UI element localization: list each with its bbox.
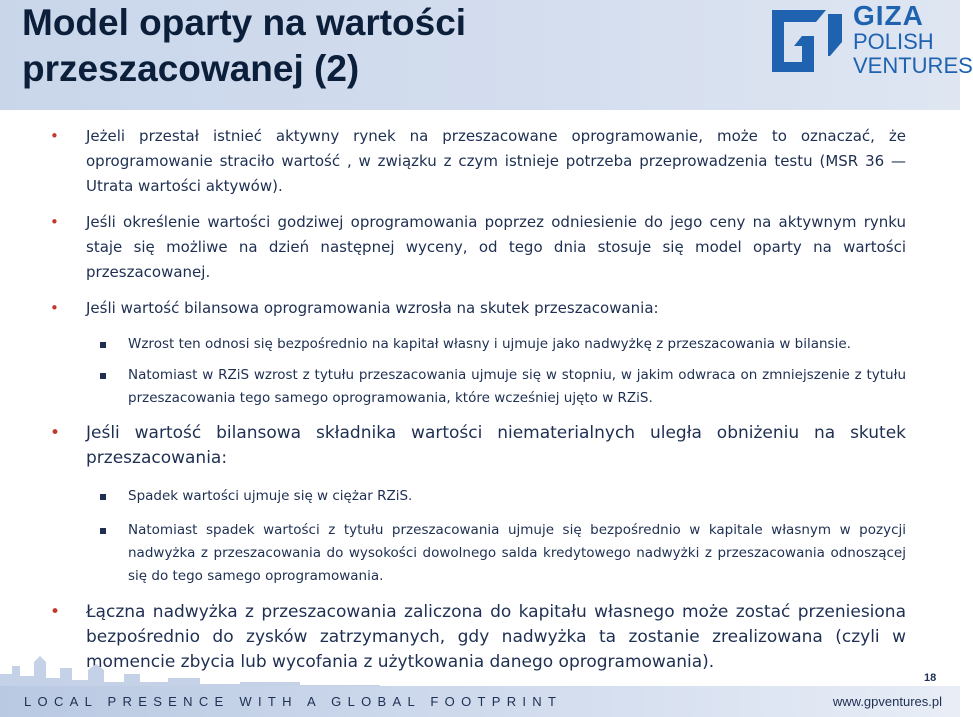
page-title-line2: przeszacowanej (2) [22, 48, 360, 89]
footer-url: www.gpventures.pl [832, 694, 942, 709]
giza-logo-mark-icon [768, 2, 848, 80]
sub-increase-equity: Wzrost ten odnosi się bezpośrednio na kapitał własny i ujmuje jako nadwyżkę z przeszacowania w bilansie. [48, 333, 906, 356]
sub-decrease-equity: Natomiast spadek wartości z tytułu przeszacowania ujmuje się bezpośrednio w kapitale własnym w pozycji nadwyżka z przeszacowania do wysokości dowolnego salda kredytowego nadwyżki z przeszacowania odnoszącej się do tego samego oprogramowania. [48, 519, 906, 588]
logo-line2: POLISH [853, 29, 934, 54]
giza-logo [768, 0, 973, 82]
bullet-decrease: • Jeśli wartość bilansowa składnika wartości niematerialnych uległa obniżeniu na skutek przeszacowania: [48, 421, 906, 471]
slide-content [48, 124, 906, 675]
sub-decrease-pl: Spadek wartości ujmuje się w ciężar RZiS. [48, 485, 906, 508]
logo-line3: VENTURES [853, 53, 973, 78]
bullet-retained-earnings: • Łączna nadwyżka z przeszacowania zaliczona do kapitału własnego może zostać przeniesiona bezpośrednio do zysków zatrzymanych, gdy nadwyżka ta zostanie zrealizowana (czyli w momencie zbycia lub wycofania z użytkowania danego oprogramowania). [48, 600, 906, 675]
page-title-line1: Model oparty na wartości [22, 2, 467, 43]
bullet-fair-value: • Jeśli określenie wartości godziwej oprogramowania poprzez odniesienie do jego ceny na aktywnym rynku staje się możliwe na dzień następnej wyceny, od tego dnia stosuje się model oparty na wartości przeszacowanej. [48, 210, 906, 285]
page-title [22, 0, 466, 92]
page-number: 18 [924, 672, 937, 684]
logo-name: GIZA [853, 0, 924, 31]
footer-band [0, 686, 960, 717]
city-skyline-icon [0, 652, 380, 686]
bullet-market-loss: • Jeżeli przestał istnieć aktywny rynek na przeszacowane oprogramowanie, może to oznaczać, że oprogramowanie straciło wartość , w związku z czym istnieje potrzeba przeprowadzenia testu (MSR 36 — Utrata wartości aktywów). [48, 124, 906, 199]
footer-slogan: LOCAL PRESENCE WITH A GLOBAL FOOTPRINT [24, 694, 563, 709]
bullet-increase: • Jeśli wartość bilansowa oprogramowania wzrosła na skutek przeszacowania: [48, 296, 906, 321]
sub-increase-pl: Natomiast w RZiS wzrost z tytułu przeszacowania ujmuje się w stopniu, w jakim odwraca on zmniejszenie z tytułu przeszacowania tego samego oprogramowania, które wcześniej ujęto w RZiS. [48, 364, 906, 410]
